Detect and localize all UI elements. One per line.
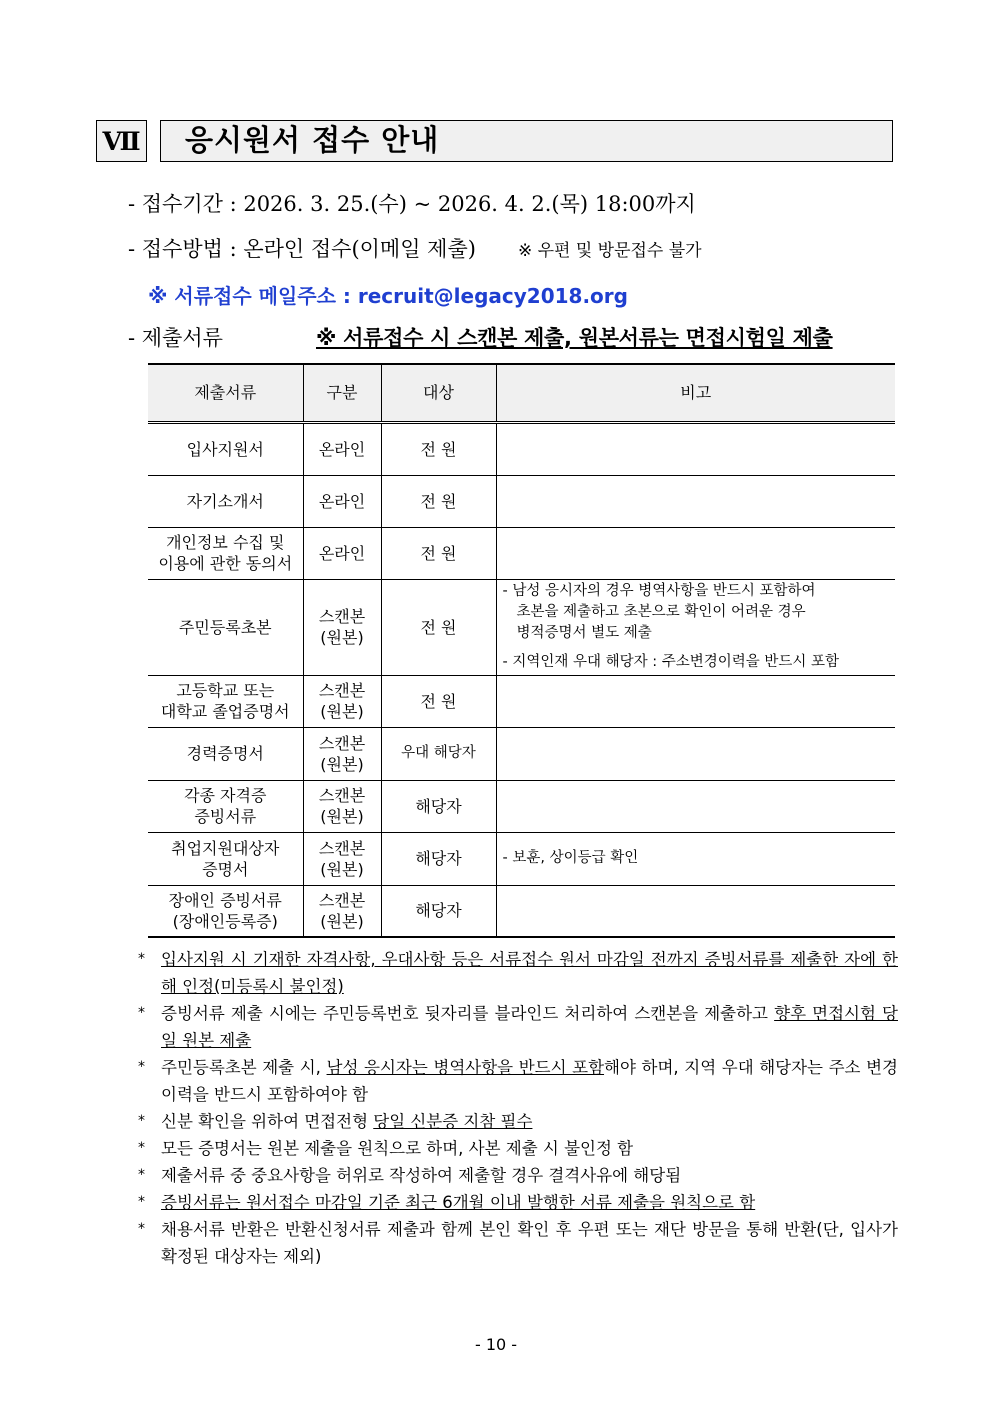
cell-type — [303, 885, 381, 937]
cell-type-line: 스캔본 — [318, 607, 366, 626]
note-underlined: 증빙서류는 원서접수 마감일 기준 최근 6개월 이내 발행한 서류 제출을 원칙으로 함 — [161, 1193, 756, 1212]
notes-list — [138, 946, 898, 1270]
note-bullet: * — [138, 951, 145, 967]
cell-target: 해당자 — [381, 885, 496, 937]
documents-table — [148, 363, 895, 938]
cell-type-line: (원본) — [320, 807, 364, 826]
cell-document-line: 고등학교 또는 — [176, 681, 275, 700]
note-item — [138, 1135, 898, 1162]
note-underlined: 향후 면접시험 당일 원본 제출 — [161, 1004, 898, 1050]
note-item — [138, 1216, 898, 1270]
documents-label: - 제출서류 — [128, 326, 223, 350]
cell-document-line: 개인정보 수집 및 — [166, 533, 285, 552]
table-row — [148, 780, 895, 832]
cell-type — [303, 780, 381, 832]
cell-target: 전 원 — [381, 527, 496, 579]
header-document: 제출서류 — [148, 364, 303, 422]
note-item — [138, 1189, 898, 1216]
note-bullet: * — [138, 1140, 145, 1156]
note-item — [138, 1162, 898, 1189]
cell-document-line: 경력증명서 — [186, 744, 264, 763]
cell-remarks — [496, 832, 895, 885]
cell-remarks — [496, 885, 895, 937]
note-text: 모든 증명서는 원본 제출을 원칙으로 하며, 사본 제출 시 불인정 함 — [161, 1139, 634, 1158]
note-plain: 해야 하며, 지역 우대 해당자는 주소 변경이력을 반드시 포함하여야 함 — [161, 1058, 898, 1104]
remark-line: - 남성 응시자의 경우 병역사항을 반드시 포함하여 — [502, 583, 816, 599]
submission-email: ※ 서류접수 메일주소 : recruit@legacy2018.org — [148, 284, 628, 308]
cell-type — [303, 727, 381, 780]
cell-type-line: (원본) — [320, 702, 364, 721]
note-bullet: * — [138, 1059, 145, 1075]
note-bullet: * — [138, 1113, 145, 1129]
documents-note: ※ 서류접수 시 스캔본 제출, 원본서류는 면접시험일 제출 — [316, 326, 833, 350]
cell-document — [148, 780, 303, 832]
cell-type-line: 온라인 — [318, 543, 366, 563]
note-plain: 신분 확인을 위하여 면접전형 — [161, 1112, 374, 1131]
cell-remarks — [496, 422, 895, 475]
cell-target: 전 원 — [381, 579, 496, 675]
cell-document-line: (장애인등록증) — [172, 911, 278, 931]
table-row — [148, 675, 895, 727]
cell-document — [148, 675, 303, 727]
note-text: 채용서류 반환은 반환신청서류 제출과 함께 본인 확인 후 우편 또는 재단 방문을 통해 반환(단, 입사가 확정된 대상자는 제외) — [161, 1220, 898, 1266]
cell-document-line: 취업지원대상자 — [171, 838, 280, 858]
cell-target: 해당자 — [381, 780, 496, 832]
note-plain: 증빙서류 제출 시에는 주민등록번호 뒷자리를 블라인드 처리하여 스캔본을 제출하고 — [161, 1004, 775, 1023]
cell-type-line: 온라인 — [318, 439, 366, 459]
note-text — [161, 1108, 898, 1135]
cell-type-line: 스캔본 — [318, 786, 366, 805]
documents-table-body — [148, 364, 895, 937]
cell-remarks — [496, 475, 895, 527]
cell-target: 해당자 — [381, 832, 496, 885]
remark-line: 초본을 제출하고 초본으로 확인이 어려운 경우 — [516, 604, 806, 620]
cell-document-line: 장애인 증빙서류 — [168, 890, 282, 910]
table-row — [148, 885, 895, 937]
cell-type-line: (원본) — [320, 628, 364, 647]
cell-type — [303, 422, 381, 475]
header-type: 구분 — [303, 364, 381, 422]
cell-document-line: 주민등록초본 — [178, 617, 272, 637]
cell-document — [148, 832, 303, 885]
cell-document-line: 증명서 — [202, 859, 249, 879]
cell-target: 전 원 — [381, 422, 496, 475]
application-method — [128, 233, 702, 263]
table-row — [148, 579, 895, 675]
remark-line: - 지역인재 우대 해당자 : 주소변경이력을 반드시 포함 — [502, 654, 840, 670]
method-text: - 접수방법 : 온라인 접수(이메일 제출) — [128, 237, 476, 261]
cell-type-line: 스캔본 — [318, 733, 366, 753]
cell-type — [303, 832, 381, 885]
method-note: ※ 우편 및 방문접수 불가 — [517, 241, 702, 261]
note-underlined: 입사지원 시 기재한 자격사항, 우대사항 등은 서류접수 원서 마감일 전까지 증빙서류를 제출한 자에 한해 인정(미등록시 불인정) — [161, 950, 898, 996]
cell-document — [148, 422, 303, 475]
section-number: Ⅶ — [96, 120, 147, 162]
note-item — [138, 1108, 898, 1135]
cell-document — [148, 727, 303, 780]
note-bullet: * — [138, 1167, 145, 1183]
cell-document-line: 각종 자격증 — [184, 786, 267, 805]
header-remarks: 비고 — [496, 364, 895, 422]
cell-target: 전 원 — [381, 675, 496, 727]
cell-type-line: (원본) — [320, 754, 364, 774]
cell-remarks — [496, 727, 895, 780]
note-text — [161, 1054, 898, 1108]
note-underlined: 당일 신분증 지참 필수 — [373, 1112, 533, 1131]
cell-document — [148, 527, 303, 579]
table-row — [148, 527, 895, 579]
note-plain: 주민등록초본 제출 시, — [161, 1058, 327, 1077]
cell-remarks — [496, 675, 895, 727]
note-bullet: * — [138, 1005, 145, 1021]
cell-type-line: (원본) — [320, 859, 364, 879]
note-bullet: * — [138, 1221, 145, 1237]
section-title: 응시원서 접수 안내 — [160, 120, 893, 162]
page-number: - 10 - — [474, 1335, 518, 1354]
cell-target: 우대 해당자 — [381, 727, 496, 780]
cell-type-line: 스캔본 — [318, 838, 366, 858]
note-text — [161, 946, 898, 1000]
cell-type — [303, 475, 381, 527]
cell-type — [303, 527, 381, 579]
cell-remarks — [496, 527, 895, 579]
table-row — [148, 422, 895, 475]
note-underlined: 남성 응시자는 병역사항을 반드시 포함 — [326, 1058, 605, 1077]
cell-target: 전 원 — [381, 475, 496, 527]
note-item — [138, 1054, 898, 1108]
cell-type — [303, 675, 381, 727]
cell-document-line: 이용에 관한 동의서 — [158, 554, 293, 573]
cell-document-line: 자기소개서 — [186, 491, 264, 511]
cell-document-line: 대학교 졸업증명서 — [160, 702, 290, 721]
remark-line: - 보훈, 상이등급 확인 — [502, 850, 639, 866]
cell-type-line: 스캔본 — [318, 890, 366, 910]
cell-type-line: (원본) — [320, 911, 364, 931]
table-header-row — [148, 364, 895, 422]
table-row — [148, 832, 895, 885]
table-row — [148, 727, 895, 780]
remark-line: 병적증명서 별도 제출 — [516, 625, 652, 641]
header-target: 대상 — [381, 364, 496, 422]
cell-document-line: 입사지원서 — [186, 439, 264, 459]
note-bullet: * — [138, 1194, 145, 1210]
cell-remarks — [496, 780, 895, 832]
application-period: - 접수기간 : 2026. 3. 25.(수) ~ 2026. 4. 2.(목) 18:00까지 — [128, 192, 696, 216]
cell-document — [148, 475, 303, 527]
cell-type-line: 온라인 — [318, 491, 366, 511]
note-item — [138, 1000, 898, 1054]
note-text: 제출서류 중 중요사항을 허위로 작성하여 제출할 경우 결격사유에 해당됨 — [161, 1166, 682, 1185]
note-item — [138, 946, 898, 1000]
note-text — [161, 1189, 898, 1216]
table-row — [148, 475, 895, 527]
cell-type — [303, 579, 381, 675]
cell-type-line: 스캔본 — [318, 681, 366, 700]
note-text — [161, 1000, 898, 1054]
cell-remarks — [496, 579, 895, 675]
cell-document — [148, 579, 303, 675]
cell-document — [148, 885, 303, 937]
cell-document-line: 증빙서류 — [194, 807, 257, 826]
